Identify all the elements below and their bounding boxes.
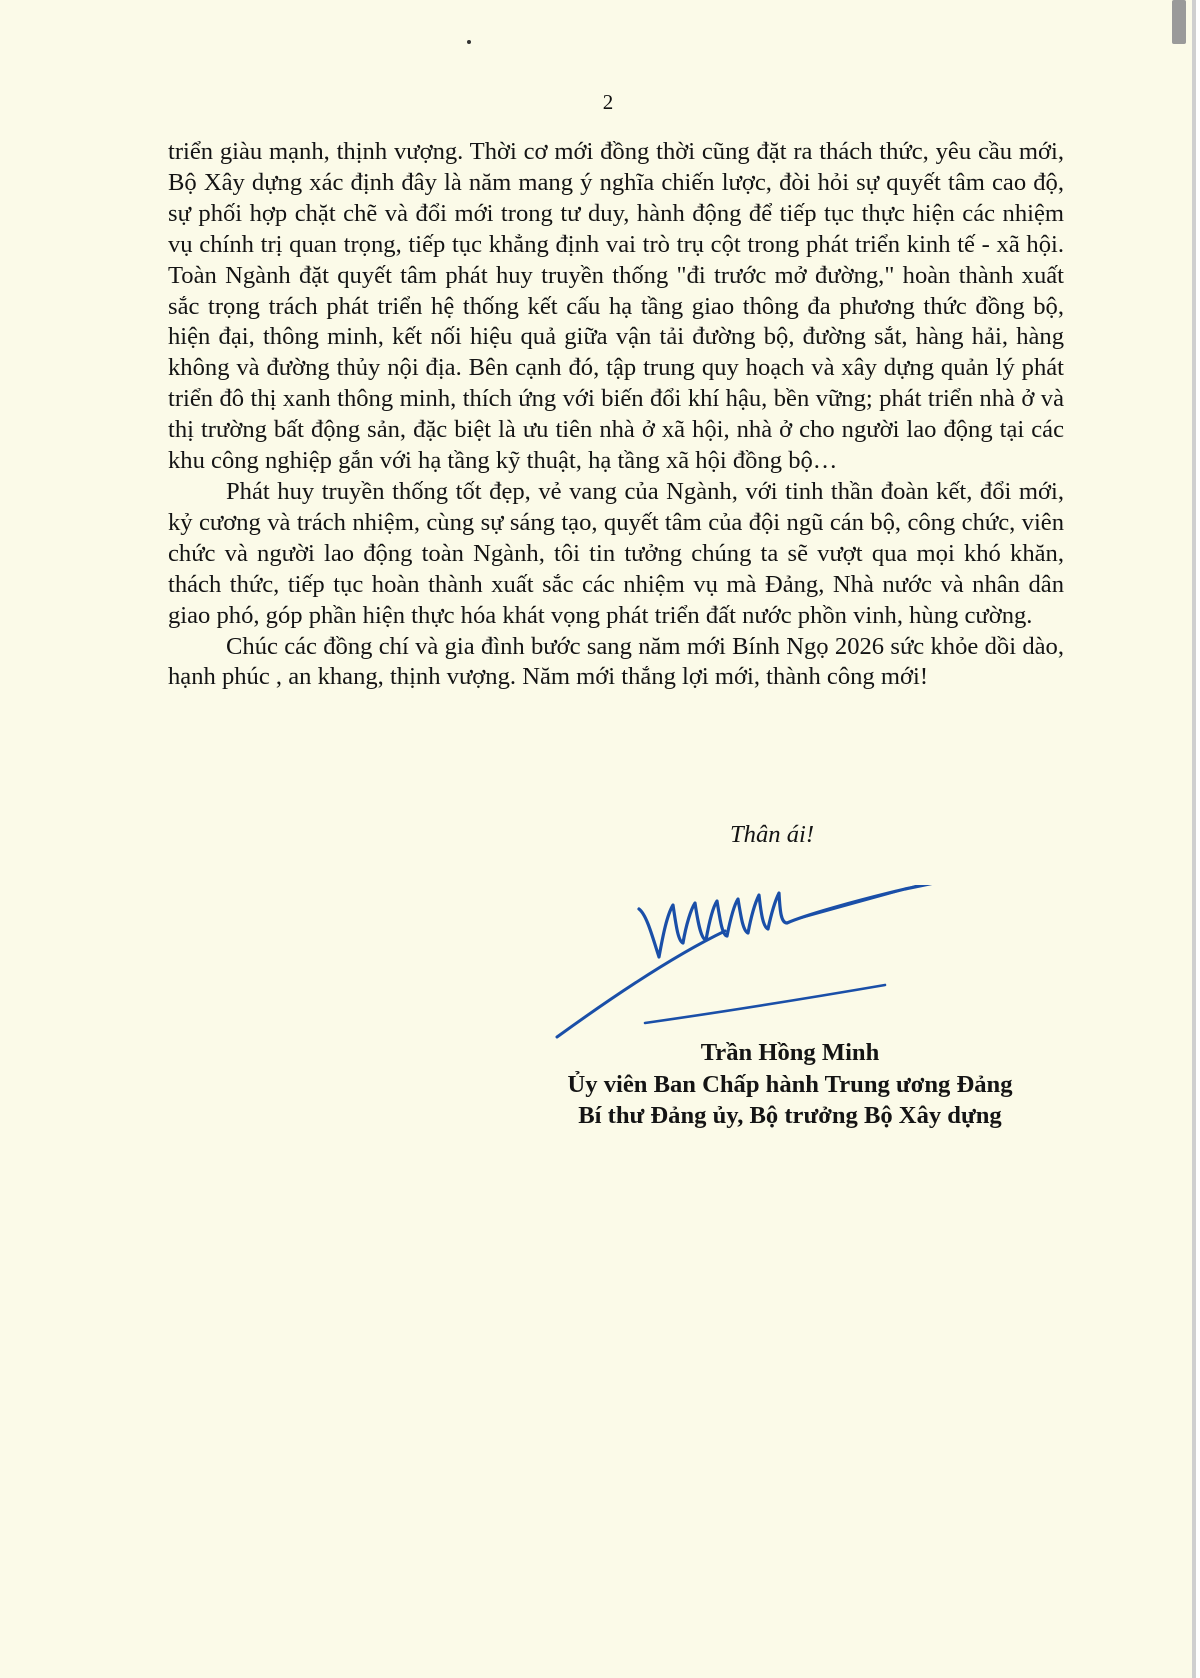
scrollbar[interactable] — [1172, 0, 1186, 44]
paragraph-3: Chúc các đồng chí và gia đình bước sang năm mới Bính Ngọ 2026 sức khỏe dồi dào, hạnh phúc , an khang, thịnh vượng. Năm mới thắng lợi mới, thành công mới! — [168, 632, 1064, 691]
signer-title-2: Bí thư Đảng ủy, Bộ trưởng Bộ Xây dựng — [578, 1102, 1002, 1129]
signer-name: Trần Hồng Minh — [700, 1039, 880, 1066]
closing-salutation: Thân ái! — [730, 821, 815, 848]
page-number: 2 — [602, 90, 614, 114]
signature-block — [520, 1037, 1060, 1132]
paragraph-1: triển giàu mạnh, thịnh vượng. Thời cơ mới đồng thời cũng đặt ra thách thức, yêu cầu mới, Bộ Xây dựng xác định đây là năm mang ý nghĩa chiến lược, đòi hỏi sự quyết tâm cao độ, sự phối hợp chặt chẽ và đổi mới trong tư duy, hành động để tiếp tục thực hiện các nhiệm vụ chính trị quan trọng, tiếp tục khẳng định vai trò trụ cột trong phát triển kinh tế - xã hội. Toàn Ngành đặt quyết tâm phát huy truyền thống "đi trước mở đường," hoàn thành xuất sắc trọng trách phát triển hệ thống kết cấu hạ tầng giao thông đa phương thức đồng bộ, hiện đại, thông minh, kết nối hiệu quả giữa vận tải đường bộ, đường sắt, hàng hải, hàng không và đường thủy nội địa. Bên cạnh đó, tập trung quy hoạch và xây dựng quản lý phát triển đô thị xanh thông minh, thích ứng với biến đổi khí hậu, bền vững; phát triển nhà ở và thị trường bất động sản, đặc biệt là ưu tiên nhà ở xã hội, nhà ở cho người lao động tại các khu công nghiệp gắn với hạ tầng kỹ thuật, hạ tầng xã hội đồng bộ… — [168, 138, 1064, 475]
scan-speck — [467, 40, 471, 44]
paragraph-2: Phát huy truyền thống tốt đẹp, vẻ vang của Ngành, với tinh thần đoàn kết, đổi mới, kỷ cương và trách nhiệm, cùng sự sáng tạo, quyết tâm của đội ngũ cán bộ, công chức, viên chức và người lao động toàn Ngành, tôi tin tưởng chúng ta sẽ vượt qua mọi khó khăn, thách thức, tiếp tục hoàn thành xuất sắc các nhiệm vụ mà Đảng, Nhà nước và nhân dân giao phó, góp phần hiện thực hóa khát vọng phát triển đất nước phồn vinh, hùng cường. — [168, 477, 1064, 629]
letter-body — [168, 137, 1064, 693]
handwritten-signature — [555, 885, 1025, 1045]
signer-title-1: Ủy viên Ban Chấp hành Trung ương Đảng — [567, 1070, 1013, 1098]
